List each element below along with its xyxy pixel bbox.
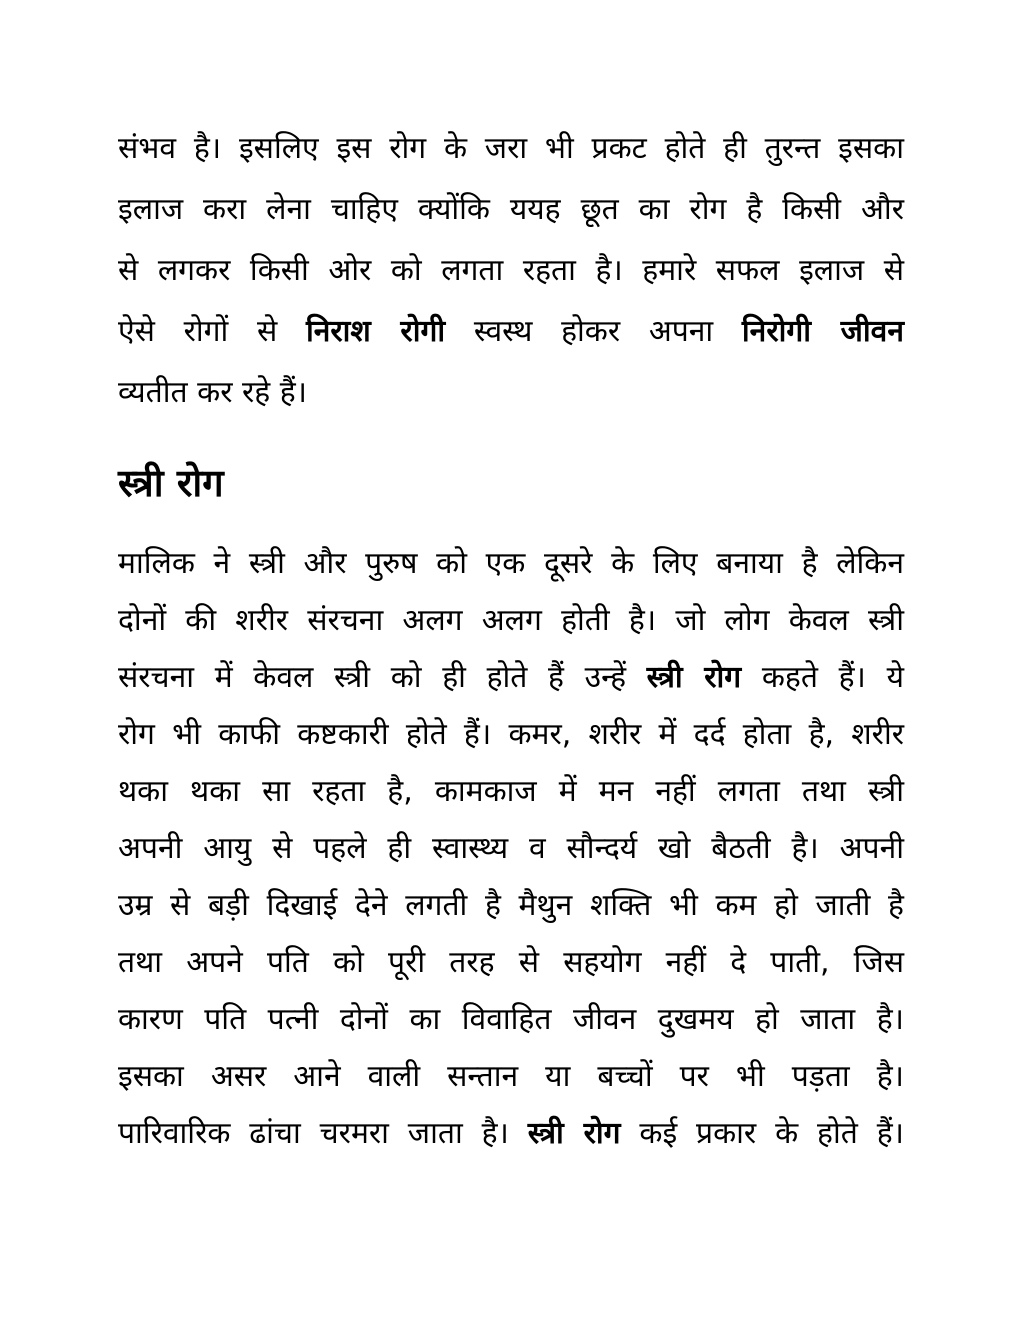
text-run: कई प्रकार के होते हैं।: [620, 1116, 904, 1151]
text-run: अपनी आयु से पहले ही स्वास्थ्य व सौन्दर्य खो बैठती है। अपनी: [118, 831, 904, 866]
text-run: कहते हैं। ये: [741, 660, 904, 695]
text-run: इलाज करा लेना चाहिए क्योंकि ययह छूत का रोग है किसी और: [118, 192, 904, 227]
section-heading: स्त्री रोग: [118, 461, 224, 505]
text-line: [118, 991, 904, 1048]
text-run: मालिक ने स्त्री और पुरुष को एक दूसरे के लिए बनाया है लेकिन: [118, 546, 904, 581]
text-line: [118, 240, 904, 301]
text-line: [118, 362, 904, 423]
text-line: [118, 877, 904, 934]
text-run: स्वस्थ होकर अपना: [445, 314, 742, 349]
bold-phrase: निराश रोगी: [305, 314, 446, 349]
text-run: संरचना में केवल स्त्री को ही होते हैं उन्हें: [118, 660, 647, 695]
text-run: व्यतीत कर रहे हैं।: [118, 375, 308, 410]
bold-phrase: निरोगी जीवन: [741, 314, 904, 349]
text-run: पारिवारिक ढांचा चरमरा जाता है।: [118, 1116, 528, 1151]
text-line: [118, 179, 904, 240]
text-line: [118, 118, 904, 179]
text-run: रोग भी काफी कष्टकारी होते हैं। कमर, शरीर में दर्द होता है, शरीर: [118, 717, 904, 752]
text-line: [118, 535, 904, 592]
text-run: दोनों की शरीर संरचना अलग अलग होती है। जो लोग केवल स्त्री: [118, 603, 904, 638]
document-page: [118, 118, 904, 1162]
text-line: [118, 649, 904, 706]
text-line: [118, 934, 904, 991]
text-line: [118, 820, 904, 877]
text-line: [118, 1105, 904, 1162]
text-line: [118, 592, 904, 649]
bold-phrase: स्त्री रोग: [527, 1116, 621, 1151]
text-run: उम्र से बड़ी दिखाई देने लगती है मैथुन शक्ति भी कम हो जाती है: [118, 888, 904, 923]
text-line: [118, 763, 904, 820]
text-run: तथा अपने पति को पूरी तरह से सहयोग नहीं दे पाती, जिस: [118, 945, 904, 980]
text-run: थका थका सा रहता है, कामकाज में मन नहीं लगता तथा स्त्री: [118, 774, 904, 809]
text-run: संभव है। इसलिए इस रोग के जरा भी प्रकट होते ही तुरन्त इसका: [118, 131, 904, 166]
text-line: [118, 301, 904, 362]
text-run: इसका असर आने वाली सन्तान या बच्चों पर भी पड़ता है।: [118, 1059, 904, 1094]
text-run: ऐसे रोगों से: [118, 314, 306, 349]
text-run: से लगकर किसी ओर को लगता रहता है। हमारे सफल इलाज से: [118, 253, 904, 288]
text-line: [118, 1048, 904, 1105]
paragraph-2: [118, 535, 904, 1162]
paragraph-1: [118, 118, 904, 423]
text-line: [118, 706, 904, 763]
bold-phrase: स्त्री रोग: [646, 660, 742, 695]
text-run: कारण पति पत्नी दोनों का विवाहित जीवन दुखमय हो जाता है।: [118, 1002, 904, 1037]
